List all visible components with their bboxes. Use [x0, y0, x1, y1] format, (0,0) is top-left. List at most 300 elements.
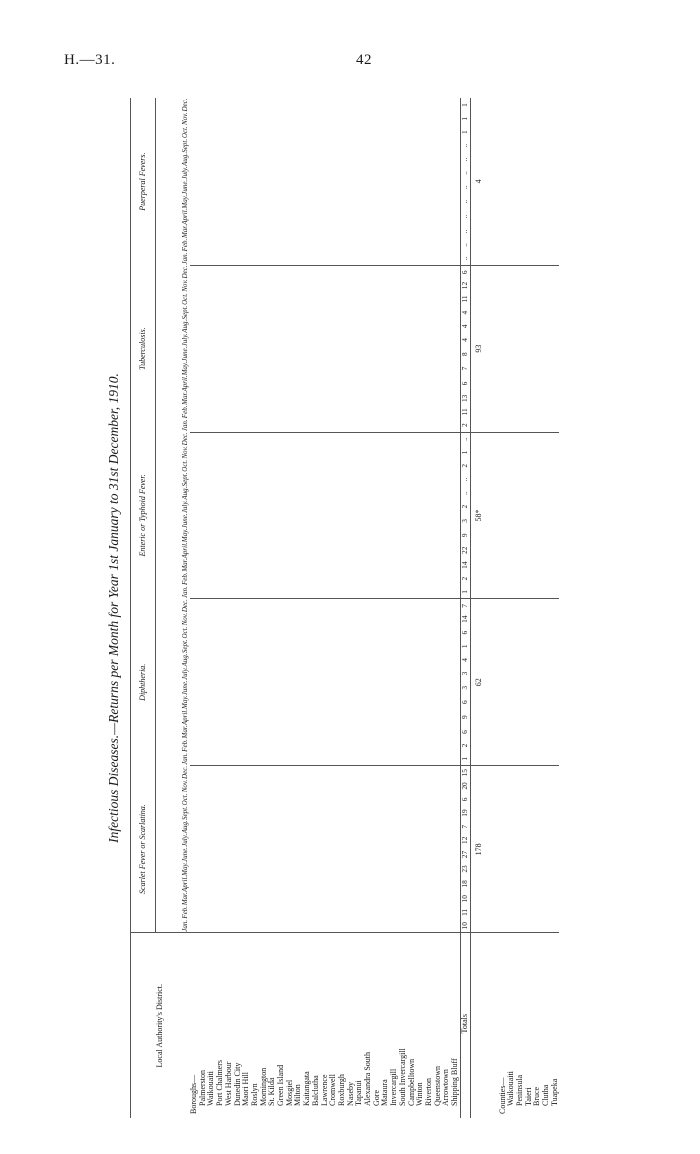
data-cell: [425, 139, 434, 153]
data-cell: [242, 599, 251, 613]
data-cell: [507, 347, 516, 362]
month-header: Sept.: [181, 305, 190, 320]
data-cell: [408, 847, 417, 862]
table-row: [373, 98, 382, 1118]
data-cell: [303, 362, 312, 376]
data-cell: [425, 876, 434, 892]
data-cell: [294, 486, 303, 500]
data-cell: [390, 195, 399, 209]
data-cell: [434, 862, 443, 876]
data-cell: [268, 139, 277, 153]
data-cell: [507, 419, 516, 432]
data-cell: [225, 820, 234, 834]
data-cell: [434, 347, 443, 362]
data-cell: [277, 639, 286, 653]
data-cell: [242, 739, 251, 753]
data-cell: [260, 820, 269, 834]
data-cell: [525, 392, 534, 406]
data-cell: [542, 459, 551, 472]
data-cell: [329, 153, 338, 167]
data-cell: [489, 906, 499, 920]
data-cell: [234, 405, 243, 419]
data-cell: [312, 320, 321, 334]
data-cell: [242, 225, 251, 239]
data-cell: [390, 432, 399, 446]
data-cell: [499, 876, 508, 892]
data-cell: [489, 542, 499, 558]
data-cell: [329, 820, 338, 834]
data-cell: [434, 459, 443, 472]
data-cell: [542, 333, 551, 347]
data-cell: [533, 500, 542, 514]
data-cell: [268, 292, 277, 305]
data-cell: [234, 892, 243, 906]
data-cell: [373, 419, 382, 432]
data-cell: [451, 752, 460, 765]
data-cell: [434, 639, 443, 653]
data-cell: [408, 725, 417, 739]
data-cell: [294, 125, 303, 138]
data-cell: [312, 180, 321, 195]
total-cell: 6: [460, 265, 470, 279]
data-cell: [499, 834, 508, 848]
data-cell: [321, 585, 330, 598]
data-cell: [390, 459, 399, 472]
data-cell: [268, 919, 277, 933]
data-cell: [338, 766, 347, 780]
data-cell: [525, 265, 534, 279]
data-cell: [499, 725, 508, 739]
data-cell: [242, 892, 251, 906]
data-cell: [390, 892, 399, 906]
data-cell: [286, 98, 295, 112]
data-cell: [260, 362, 269, 376]
data-cell: [425, 238, 434, 252]
data-cell: [321, 125, 330, 138]
data-cell: [408, 238, 417, 252]
data-cell: [268, 528, 277, 542]
data-cell: [451, 500, 460, 514]
data-cell: [373, 446, 382, 460]
data-cell: [381, 225, 390, 239]
data-cell: [207, 892, 216, 906]
table-row: [199, 98, 208, 1118]
data-cell: [321, 153, 330, 167]
data-cell: [268, 166, 277, 180]
month-header: July.: [181, 333, 190, 347]
data-cell: [425, 752, 434, 765]
data-cell: [251, 292, 260, 305]
data-cell: [347, 626, 356, 639]
data-cell: [442, 513, 451, 528]
data-cell: [294, 572, 303, 586]
data-cell: [364, 362, 373, 376]
data-cell: [355, 528, 364, 542]
data-cell: [303, 392, 312, 406]
data-cell: [312, 585, 321, 598]
data-cell: [303, 862, 312, 876]
data-cell: [434, 513, 443, 528]
data-cell: [190, 225, 199, 239]
data-cell: [338, 195, 347, 209]
data-cell: [516, 542, 525, 558]
data-cell: [242, 542, 251, 558]
data-cell: [434, 585, 443, 598]
data-cell: [277, 739, 286, 753]
data-cell: [251, 166, 260, 180]
data-cell: [277, 486, 286, 500]
data-cell: [303, 639, 312, 653]
data-cell: [373, 392, 382, 406]
data-cell: [533, 446, 542, 460]
data-cell: [390, 680, 399, 695]
data-cell: [312, 806, 321, 820]
data-cell: [234, 766, 243, 780]
data-cell: [294, 919, 303, 933]
data-cell: [277, 709, 286, 725]
table-row: [355, 98, 364, 1118]
data-cell: [242, 292, 251, 305]
data-cell: [489, 793, 499, 806]
data-cell: [277, 752, 286, 765]
data-cell: [329, 333, 338, 347]
group-sum: 93: [470, 265, 489, 432]
data-cell: [338, 892, 347, 906]
data-cell: [199, 209, 208, 225]
data-cell: [399, 847, 408, 862]
data-cell: [321, 793, 330, 806]
data-cell: [425, 667, 434, 681]
data-cell: [347, 279, 356, 293]
data-cell: [364, 320, 373, 334]
data-cell: [442, 876, 451, 892]
data-cell: [312, 876, 321, 892]
data-cell: [451, 834, 460, 848]
data-cell: [525, 98, 534, 112]
data-cell: [225, 347, 234, 362]
data-cell: [489, 695, 499, 709]
total-cell: 23: [460, 862, 470, 876]
data-cell: [381, 612, 390, 626]
data-cell: [390, 709, 399, 725]
data-cell: [303, 834, 312, 848]
data-cell: [507, 599, 516, 613]
data-cell: [408, 333, 417, 347]
data-cell: [408, 446, 417, 460]
data-cell: [321, 238, 330, 252]
data-cell: [381, 806, 390, 820]
data-cell: [533, 558, 542, 572]
data-cell: [329, 709, 338, 725]
district-name: Campbelltown: [408, 933, 417, 1118]
data-cell: [312, 265, 321, 279]
data-cell: [294, 279, 303, 293]
total-cell: 3: [460, 513, 470, 528]
data-cell: [425, 252, 434, 265]
total-cell: ..: [460, 432, 470, 446]
data-cell: [312, 626, 321, 639]
data-cell: [207, 572, 216, 586]
district-name: Clutha: [542, 933, 551, 1118]
data-cell: [434, 265, 443, 279]
data-cell: [364, 180, 373, 195]
data-cell: [312, 153, 321, 167]
data-cell: [516, 486, 525, 500]
data-cell: [338, 528, 347, 542]
data-cell: [516, 820, 525, 834]
data-cell: [286, 375, 295, 391]
total-cell: 6: [460, 725, 470, 739]
data-cell: [381, 153, 390, 167]
data-cell: [499, 153, 508, 167]
data-cell: [533, 486, 542, 500]
data-cell: [190, 862, 199, 876]
data-cell: [434, 612, 443, 626]
data-cell: [489, 265, 499, 279]
data-cell: [260, 392, 269, 406]
data-cell: [516, 362, 525, 376]
data-cell: [408, 195, 417, 209]
data-cell: [190, 572, 199, 586]
data-cell: [542, 375, 551, 391]
data-cell: [451, 906, 460, 920]
data-cell: [260, 834, 269, 848]
data-cell: [364, 112, 373, 126]
data-cell: [390, 362, 399, 376]
data-cell: [216, 639, 225, 653]
data-cell: [373, 542, 382, 558]
data-cell: [242, 876, 251, 892]
data-cell: [373, 806, 382, 820]
data-cell: [190, 558, 199, 572]
data-cell: [499, 432, 508, 446]
data-cell: [364, 667, 373, 681]
data-cell: [525, 180, 534, 195]
data-cell: [242, 820, 251, 834]
table-row: [347, 98, 356, 1118]
data-cell: [347, 862, 356, 876]
data-cell: [329, 432, 338, 446]
total-cell: 15: [460, 766, 470, 780]
data-cell: [442, 653, 451, 667]
data-cell: [260, 876, 269, 892]
data-cell: [451, 572, 460, 586]
data-cell: [533, 347, 542, 362]
data-cell: [303, 112, 312, 126]
data-cell: [551, 98, 560, 112]
data-cell: [234, 820, 243, 834]
data-cell: [251, 626, 260, 639]
month-header: Mar.: [181, 391, 190, 405]
data-cell: [525, 375, 534, 391]
data-cell: [338, 265, 347, 279]
data-cell: [347, 238, 356, 252]
data-cell: [286, 459, 295, 472]
data-cell: [277, 252, 286, 265]
data-cell: [489, 279, 499, 293]
data-cell: [268, 375, 277, 391]
data-cell: [329, 195, 338, 209]
data-cell: [329, 459, 338, 472]
total-cell: ..: [460, 139, 470, 153]
data-cell: [442, 572, 451, 586]
data-cell: [294, 793, 303, 806]
data-cell: [408, 820, 417, 834]
data-cell: [507, 225, 516, 239]
data-cell: [442, 752, 451, 765]
data-cell: [199, 766, 208, 780]
data-cell: [416, 513, 425, 528]
data-cell: [489, 320, 499, 334]
data-cell: [542, 528, 551, 542]
data-cell: [242, 112, 251, 126]
data-cell: [551, 599, 560, 613]
data-cell: [207, 876, 216, 892]
data-cell: [516, 446, 525, 460]
data-cell: [442, 599, 451, 613]
data-cell: [364, 847, 373, 862]
data-cell: [242, 320, 251, 334]
data-cell: [373, 486, 382, 500]
data-cell: [390, 375, 399, 391]
data-cell: [338, 919, 347, 933]
data-cell: [321, 195, 330, 209]
data-cell: [551, 139, 560, 153]
data-cell: [533, 419, 542, 432]
data-cell: [207, 558, 216, 572]
data-cell: [338, 292, 347, 305]
data-cell: [199, 752, 208, 765]
data-cell: [338, 572, 347, 586]
data-cell: [399, 125, 408, 138]
data-cell: [381, 306, 390, 320]
data-cell: [451, 320, 460, 334]
data-cell: [507, 806, 516, 820]
data-cell: [303, 793, 312, 806]
data-cell: [225, 392, 234, 406]
data-cell: [216, 306, 225, 320]
data-cell: [373, 585, 382, 598]
data-cell: [294, 906, 303, 920]
data-cell: [551, 585, 560, 598]
data-cell: [425, 542, 434, 558]
data-cell: [216, 739, 225, 753]
data-cell: [190, 98, 199, 112]
data-cell: [373, 333, 382, 347]
data-cell: [489, 876, 499, 892]
data-cell: [551, 486, 560, 500]
data-cell: [425, 513, 434, 528]
data-cell: [507, 709, 516, 725]
data-cell: [381, 209, 390, 225]
data-cell: [516, 599, 525, 613]
data-cell: [329, 779, 338, 793]
data-cell: [416, 98, 425, 112]
data-cell: [525, 847, 534, 862]
data-cell: [451, 405, 460, 419]
data-cell: [216, 680, 225, 695]
data-cell: [516, 98, 525, 112]
data-cell: [525, 919, 534, 933]
data-cell: [516, 225, 525, 239]
data-cell: [516, 500, 525, 514]
data-cell: [347, 432, 356, 446]
data-cell: [303, 599, 312, 613]
data-cell: [434, 793, 443, 806]
total-cell: 9: [460, 528, 470, 542]
data-cell: [242, 834, 251, 848]
data-cell: [364, 459, 373, 472]
data-cell: [329, 558, 338, 572]
data-cell: [533, 820, 542, 834]
data-cell: [190, 528, 199, 542]
data-cell: [355, 572, 364, 586]
data-cell: [190, 876, 199, 892]
data-cell: [551, 446, 560, 460]
data-cell: [416, 558, 425, 572]
data-cell: [303, 265, 312, 279]
data-cell: [199, 195, 208, 209]
data-cell: [199, 876, 208, 892]
group-header-enteric: Enteric or Typhoid Fever.: [131, 432, 156, 599]
data-cell: [277, 558, 286, 572]
rotated-table-block: [106, 98, 676, 1118]
data-cell: [381, 333, 390, 347]
group-sum: 62: [470, 599, 489, 766]
data-cell: [355, 876, 364, 892]
data-cell: [507, 405, 516, 419]
data-cell: [355, 486, 364, 500]
data-cell: [373, 139, 382, 153]
data-cell: [434, 820, 443, 834]
data-cell: [355, 419, 364, 432]
data-cell: [242, 626, 251, 639]
data-cell: [234, 695, 243, 709]
data-cell: [190, 585, 199, 598]
data-cell: [207, 306, 216, 320]
data-cell: [364, 419, 373, 432]
data-cell: [207, 752, 216, 765]
data-cell: [533, 112, 542, 126]
total-cell: 18: [460, 876, 470, 892]
data-cell: [234, 362, 243, 376]
data-cell: [507, 166, 516, 180]
data-cell: [542, 125, 551, 138]
data-cell: [216, 139, 225, 153]
data-cell: [399, 459, 408, 472]
month-header: Nov.: [181, 112, 190, 125]
data-cell: [207, 238, 216, 252]
data-cell: [499, 528, 508, 542]
data-cell: [312, 333, 321, 347]
data-cell: [489, 779, 499, 793]
data-cell: [399, 639, 408, 653]
data-cell: [355, 653, 364, 667]
data-cell: [347, 806, 356, 820]
table-row: [216, 98, 225, 1118]
data-cell: [355, 238, 364, 252]
month-header: May.: [181, 361, 190, 376]
data-cell: [551, 639, 560, 653]
data-cell: [260, 166, 269, 180]
data-cell: [242, 500, 251, 514]
data-cell: [551, 680, 560, 695]
data-cell: [399, 585, 408, 598]
data-cell: [294, 528, 303, 542]
data-cell: [321, 766, 330, 780]
data-cell: [347, 653, 356, 667]
data-cell: [355, 125, 364, 138]
